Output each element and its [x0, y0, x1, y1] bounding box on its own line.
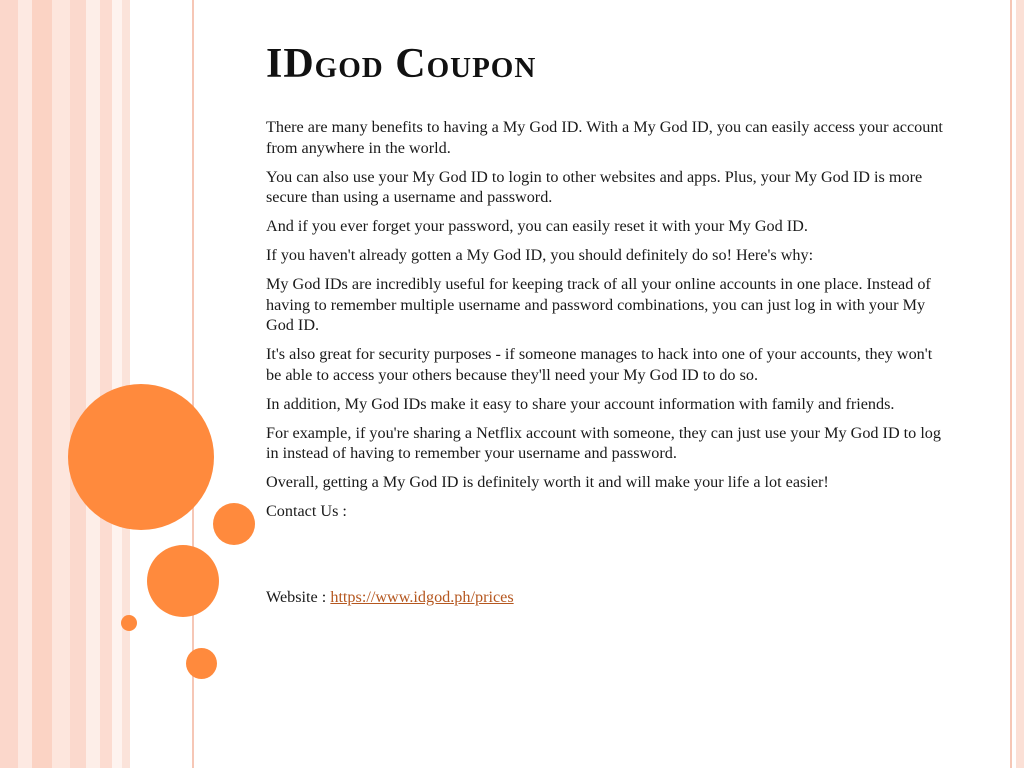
paragraph: In addition, My God IDs make it easy to share your account information with family and friends.	[266, 394, 895, 413]
website-link[interactable]: https://www.idgod.ph/prices	[330, 588, 514, 606]
decor-circle	[147, 545, 219, 617]
decor-line	[1010, 0, 1012, 768]
paragraph: There are many benefits to having a My God ID. With a My God ID, you can easily access your account from anywhere in the world.	[266, 118, 943, 157]
decor-stripe	[112, 0, 122, 768]
decor-circle-large	[68, 384, 214, 530]
decor-stripe	[32, 0, 52, 768]
paragraph: If you haven't already gotten a My God ID, you should definitely do so! Here's why:	[266, 246, 814, 264]
decor-circle	[186, 648, 217, 679]
page-title: IDgod Coupon	[266, 41, 537, 87]
website-line	[266, 587, 946, 608]
body-content	[266, 117, 946, 616]
decor-stripe	[86, 0, 100, 768]
paragraph: It's also great for security purposes - if someone manages to hack into one of your accounts, they won't be able to access your others because they'll need your My God ID to do so.	[266, 345, 933, 384]
decor-stripe	[18, 0, 32, 768]
decor-stripe	[52, 0, 70, 768]
decor-stripe	[70, 0, 86, 768]
paragraph: And if you ever forget your password, you can easily reset it with your My God ID.	[266, 217, 808, 235]
website-label: Website :	[266, 588, 331, 606]
decor-circle	[213, 503, 255, 545]
decor-circle-small	[121, 615, 137, 631]
spacer	[266, 530, 946, 587]
paragraph: My God IDs are incredibly useful for keeping track of all your online accounts in one place. Instead of having to remember multiple username and password combinations, you can just log in with your My God ID.	[266, 275, 931, 334]
paragraph: Overall, getting a My God ID is definitely worth it and will make your life a lot easier!	[266, 473, 829, 491]
contact-label: Contact Us :	[266, 502, 347, 520]
paragraph: For example, if you're sharing a Netflix account with someone, they can just use your My God ID to log in instead of having to remember your username and password.	[266, 423, 941, 462]
decor-line	[1016, 0, 1024, 768]
paragraph: You can also use your My God ID to login to other websites and apps. Plus, your My God ID is more secure than using a username and password.	[266, 167, 923, 206]
decor-stripe	[100, 0, 112, 768]
decor-stripe	[0, 0, 18, 768]
